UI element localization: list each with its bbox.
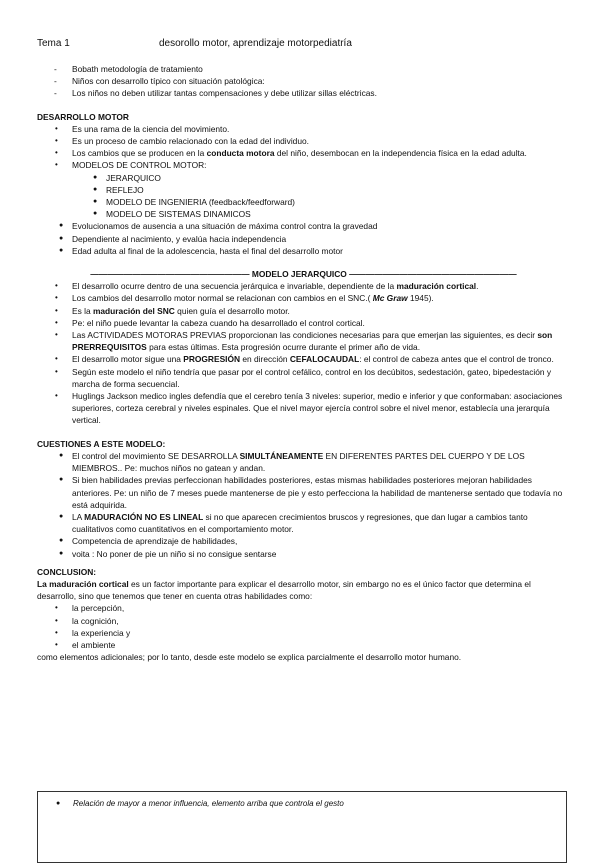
list-item: ● Dependiente al nacimiento, y evalúa hacia independencia [59, 233, 287, 244]
conclusion-paragraph: La maduración cortical es un factor importante para explicar el desarrollo motor, sin embargo no es el único factor que determina el desarrollo, sino que tenemos que tener en cuenta otras habilidades como: [37, 578, 531, 602]
document-title: desorollo motor, aprendizaje motorpediatría [159, 38, 352, 49]
note-item: ● Relación de mayor a menor influencia, elemento arriba que controla el gesto [56, 799, 344, 808]
list-item: ● Evolucionamos de ausencia a una situación de máxima control contra la gravedad [59, 221, 378, 232]
list-item: • la cognición, [55, 615, 119, 626]
list-item: • Es un proceso de cambio relacionado con la edad del individuo. [55, 136, 309, 147]
list-item: • MODELOS DE CONTROL MOTOR: [55, 160, 207, 171]
list-item: • El desarrollo motor sigue una PROGRESIÓN en dirección CEFALOCAUDAL: el control de cabeza antes que el control de tronco. [55, 354, 554, 365]
list-item: • la experiencia y [55, 627, 131, 638]
list-item: ● Competencia de aprendizaje de habilidades, [59, 536, 238, 547]
list-item: ● Edad adulta al final de la adolescencia, hasta el final del desarrollo motor [59, 245, 343, 256]
section-heading-desarrollo: DESARROLLO MOTOR [37, 111, 129, 122]
list-item: • Pe: el niño puede levantar la cabeza cuando ha desarrollado el control cortical. [55, 317, 365, 328]
list-item: ● REFLEJO [93, 184, 144, 195]
topic-number: Tema 1 [37, 38, 70, 49]
list-item: • Los cambios del desarrollo motor normal se relacionan con cambios en el SNC.( Mc Graw 1945). [55, 293, 434, 304]
list-item: • Los cambios que se producen en la conducta motora del niño, desembocan en la independencia física en la edad adulta. [55, 148, 527, 159]
section-heading-conclusion: CONCLUSION: [37, 566, 97, 577]
list-item: - Niños con desarrollo típico con situación patológica: [54, 76, 265, 87]
section-divider-jerarquico: ——————————————————— MODELO JERARQUICO ———————————————————— [90, 269, 517, 280]
conclusion-closing: como elementos adicionales; por lo tanto, desde este modelo se explica parcialmente el desarrollo motor humano. [37, 652, 462, 663]
section-heading-cuestiones: CUESTIONES A ESTE MODELO: [37, 438, 166, 449]
list-item: - Bobath metodología de tratamiento [54, 64, 203, 74]
note-box [37, 791, 567, 863]
document-body [37, 63, 570, 663]
list-item: • Las ACTIVIDADES MOTORAS PREVIAS proporcionan las condiciones necesarias para que emerjan las siguientes, es decir son PRERREQUISITOS para estas últimas. Esta progresión ocurre durante el primer año de vida. [55, 330, 553, 353]
list-item: • Según este modelo el niño tendría que pasar por el control cefálico, control en los decúbitos, sedestación, gateo, bipedestación y marcha de forma secuencial. [55, 366, 552, 389]
list-item: ● Si bien habilidades previas perfeccionan habilidades posteriores, estas mismas habilidades posteriores mejoran habilidades anteriores. Pe: un niño de 7 meses puede mantenerse de pie y esto perfecciona la habilidad de mantenerse sentado que todavía no está adquirida. [59, 475, 563, 510]
list-item: ● El control del movimiento SE DESARROLLA SIMULTÁNEAMENTE EN DIFERENTES PARTES DEL CUERPO Y DE LOS MIEMBROS.. Pe: muchos niños no gatean y andan. [59, 450, 525, 474]
list-item: ● voita : No poner de pie un niño si no consigue sentarse [59, 548, 277, 559]
list-item: ● MODELO DE INGENIERIA (feedback/feedforward) [93, 197, 295, 208]
list-item: • Es una rama de la ciencia del movimiento. [55, 123, 230, 134]
list-item: - Los niños no deben utilizar tantas compensaciones y debe utilizar sillas eléctricas. [54, 88, 377, 99]
list-item: • El desarrollo ocurre dentro de una secuencia jerárquica e invariable, dependiente de la maduración cortical. [55, 281, 479, 292]
list-item: • Es la maduración del SNC quien guía el desarrollo motor. [55, 305, 290, 316]
list-item: • el ambiente [55, 639, 116, 650]
list-item: ● MODELO DE SISTEMAS DINAMICOS [93, 209, 251, 220]
list-item: ● JERARQUICO [93, 172, 161, 183]
list-item: ● LA MADURACIÓN NO ES LINEAL si no que aparecen crecimientos bruscos y regresiones, que dan lugar a cambios tanto cualitativos como cuantitativos en el comportamiento motor. [59, 511, 528, 535]
list-item: • la percepción, [55, 603, 125, 614]
list-item: • Huglings Jackson medico ingles defendía que el cerebro tenía 3 niveles: superior, medio e inferior y que conformaban: asociaciones superiores, corteza cerebral y niveles espinales. Que el nivel mayor ejercía control sobre el nivel menor, establecía una jerarquía vertical. [55, 391, 563, 426]
